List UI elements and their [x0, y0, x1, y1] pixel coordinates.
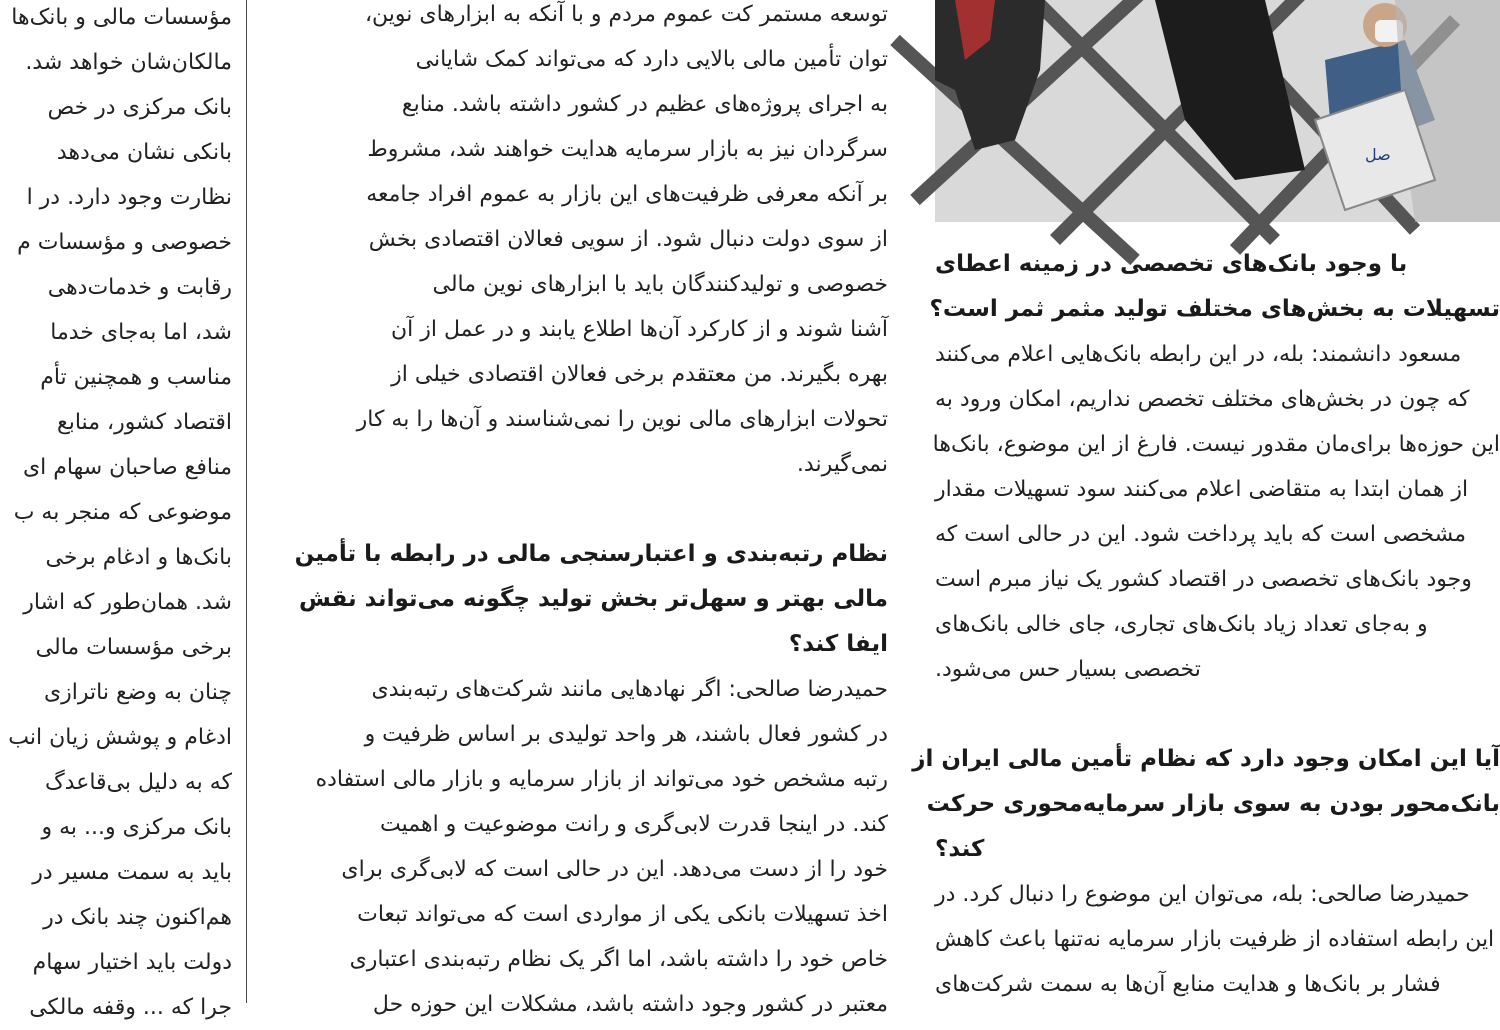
text-line: بانک مرکزی در خص [47, 95, 232, 120]
text-line: شد، اما به‌جای خدما [50, 320, 232, 345]
text-line: بر آنکه معرفی ظرفیت‌های این بازار به عموم افراد جامعه [366, 182, 888, 207]
text-line: اقتصاد کشور، منابع [57, 410, 232, 435]
right-question-heading-1 [929, 242, 1500, 332]
heading-line: نظام رتبه‌بندی و اعتبارسنجی مالی در رابطه با تأمین [294, 541, 888, 567]
text-line: مؤسسات مالی و بانک‌ها [11, 5, 232, 30]
middle-paragraph-2 [300, 667, 888, 1027]
text-line: ادغام و پوشش زیان انب [8, 725, 232, 750]
text-line: سرگردان نیز به بازار سرمایه هدایت خواهند شد، مشروط [367, 137, 888, 162]
spacer [935, 692, 1500, 737]
text-line: شد. همان‌طور که اشار [23, 590, 232, 615]
heading-line: مالی بهتر و سهل‌تر بخش تولید چگونه می‌تواند نقش [298, 586, 888, 612]
text-line: خصوصی و تولیدکنندگان باید با ابزارهای نوین مالی [432, 272, 888, 297]
spacer [935, 222, 1500, 242]
text-line: نمی‌گیرند. [796, 452, 888, 477]
text-line: خصوصی و مؤسسات م [17, 230, 232, 255]
counter-sign-text: صل [1365, 145, 1391, 164]
spacer [300, 487, 888, 532]
text-line: بانک مرکزی و... به و [41, 815, 232, 840]
text-line: مشخصی است که باید پرداخت شود. این در حالی است که [935, 522, 1466, 547]
text-line: چنان به وضع ناترازی [43, 680, 232, 705]
heading-line: کند؟ [935, 836, 985, 862]
column-divider [246, 0, 247, 1003]
text-line: این حوزه‌ها برای‌مان مقدور نیست. فارغ از این موضوع، بانک‌ها [932, 432, 1500, 457]
text-line: حمیدرضا صالحی: اگر نهادهایی مانند شرکت‌های رتبه‌بندی [371, 677, 888, 702]
text-line: تخصصی بسیار حس می‌شود. [935, 657, 1201, 682]
text-line: آشنا شوند و از کارکرد آن‌ها اطلاع یابند و در عمل از آن [391, 317, 888, 342]
text-line: از همان ابتدا به متقاضی اعلام می‌کنند سود تسهیلات مقدار [935, 477, 1469, 502]
right-paragraph-2 [935, 872, 1500, 1007]
text-line: جرا که ... وقفه مالکی [29, 995, 232, 1020]
text-line: خود را از دست می‌دهد. این در حالی است که لابی‌گری برای [341, 857, 888, 882]
text-line: حمیدرضا صالحی: بله، می‌توان این موضوع را دنبال کرد. در [935, 882, 1470, 907]
heading-line: بانک‌محور بودن به سوی بازار سرمایه‌محوری حرکت [926, 791, 1500, 817]
right-question-heading-2 [912, 737, 1500, 872]
text-line: بهره بگیرند. من معتقدم برخی فعالان اقتصادی خیلی از [391, 362, 888, 387]
heading-line: تسهیلات به بخش‌های مختلف تولید مثمر ثمر است؟ [929, 296, 1500, 322]
text-line: برخی مؤسسات مالی [35, 635, 232, 660]
heading-line: با وجود بانک‌های تخصصی در زمینه اعطای [935, 251, 1408, 277]
middle-question-heading [294, 532, 888, 667]
bank-photo [935, 0, 1500, 222]
text-line: توسعه مستمر کت عموم مردم و با آنکه به ابزارهای نوین، [364, 2, 888, 27]
text-line: وجود بانک‌های تخصصی در اقتصاد کشور یک نیاز مبرم است [935, 567, 1472, 592]
text-line: این رابطه استفاده از ظرفیت بازار سرمایه نه‌تنها باعث کاهش [935, 927, 1495, 952]
text-line: نظارت وجود دارد. در ا [26, 185, 232, 210]
text-line: در کشور فعال باشند، هر واحد تولیدی بر اساس ظرفیت و [364, 722, 888, 747]
text-line: تحولات ابزارهای مالی نوین را نمی‌شناسند و آن‌ها را به کار [356, 407, 888, 432]
text-line: مناسب و همچنین تأم [40, 365, 232, 390]
text-line: خاص خود را داشته باشد، اما اگر یک نظام رتبه‌بندی اعتباری [349, 947, 888, 972]
heading-line: آیا این امکان وجود دارد که نظام تأمین مالی ایران از [912, 746, 1500, 772]
bank-counter-photo-icon [935, 0, 1500, 222]
left-column [0, 0, 232, 1020]
middle-paragraph-1 [300, 0, 888, 487]
middle-column [294, 0, 888, 1017]
right-column [912, 222, 1500, 1003]
text-line: از سوی دولت دنبال شود. از سویی فعالان اقتصادی بخش [368, 227, 888, 252]
text-line: رقابت و خدمات‌دهی [47, 275, 232, 300]
text-line: مالکان‌شان خواهد شد. [25, 50, 232, 75]
text-line: دولت باید اختیار سهام [32, 950, 232, 975]
text-line: منافع صاحبان سهام ای [22, 455, 232, 480]
text-line: و به‌جای تعداد زیاد بانک‌های تجاری، جای خالی بانک‌های [935, 612, 1428, 637]
text-line: که چون در بخش‌های مختلف تخصص نداریم، امکان ورود به [935, 387, 1470, 412]
text-line: موضوعی که منجر به ب [13, 500, 232, 525]
text-line: فشار بر بانک‌ها و هدایت منابع آن‌ها به سمت شرکت‌های [935, 972, 1441, 997]
text-line: که به دلیل بی‌قاعدگ [44, 770, 232, 795]
text-line: بانکی نشان می‌دهد [56, 140, 232, 165]
text-line: اخذ تسهیلات بانکی یکی از مواردی است که می‌تواند تبعات [357, 902, 888, 927]
text-line: باید به سمت مسیر در [32, 860, 232, 885]
text-line: بانک‌ها و ادغام برخی [45, 545, 232, 570]
text-line: کند. در اینجا قدرت لابی‌گری و رانت موضوعیت و اهمیت [380, 812, 888, 837]
text-line: به اجرای پروژه‌های عظیم در کشور داشته باشد. منابع [401, 92, 888, 117]
right-paragraph-1 [932, 332, 1500, 692]
text-line: توان تأمین مالی بالایی دارد که می‌تواند کمک شایانی [415, 47, 888, 72]
left-column-text [0, 0, 232, 1030]
text-line: رتبه مشخص خود می‌تواند از بازار سرمایه و بازار مالی استفاده [315, 767, 888, 792]
text-line: هم‌اکنون چند بانک در [43, 905, 232, 930]
heading-line: ایفا کند؟ [788, 631, 888, 657]
text-line: مسعود دانشمند: بله، در این رابطه بانک‌هایی اعلام می‌کنند [935, 342, 1462, 367]
text-line: معتبر در کشور وجود داشته باشد، مشکلات این حوزه حل [372, 992, 888, 1017]
